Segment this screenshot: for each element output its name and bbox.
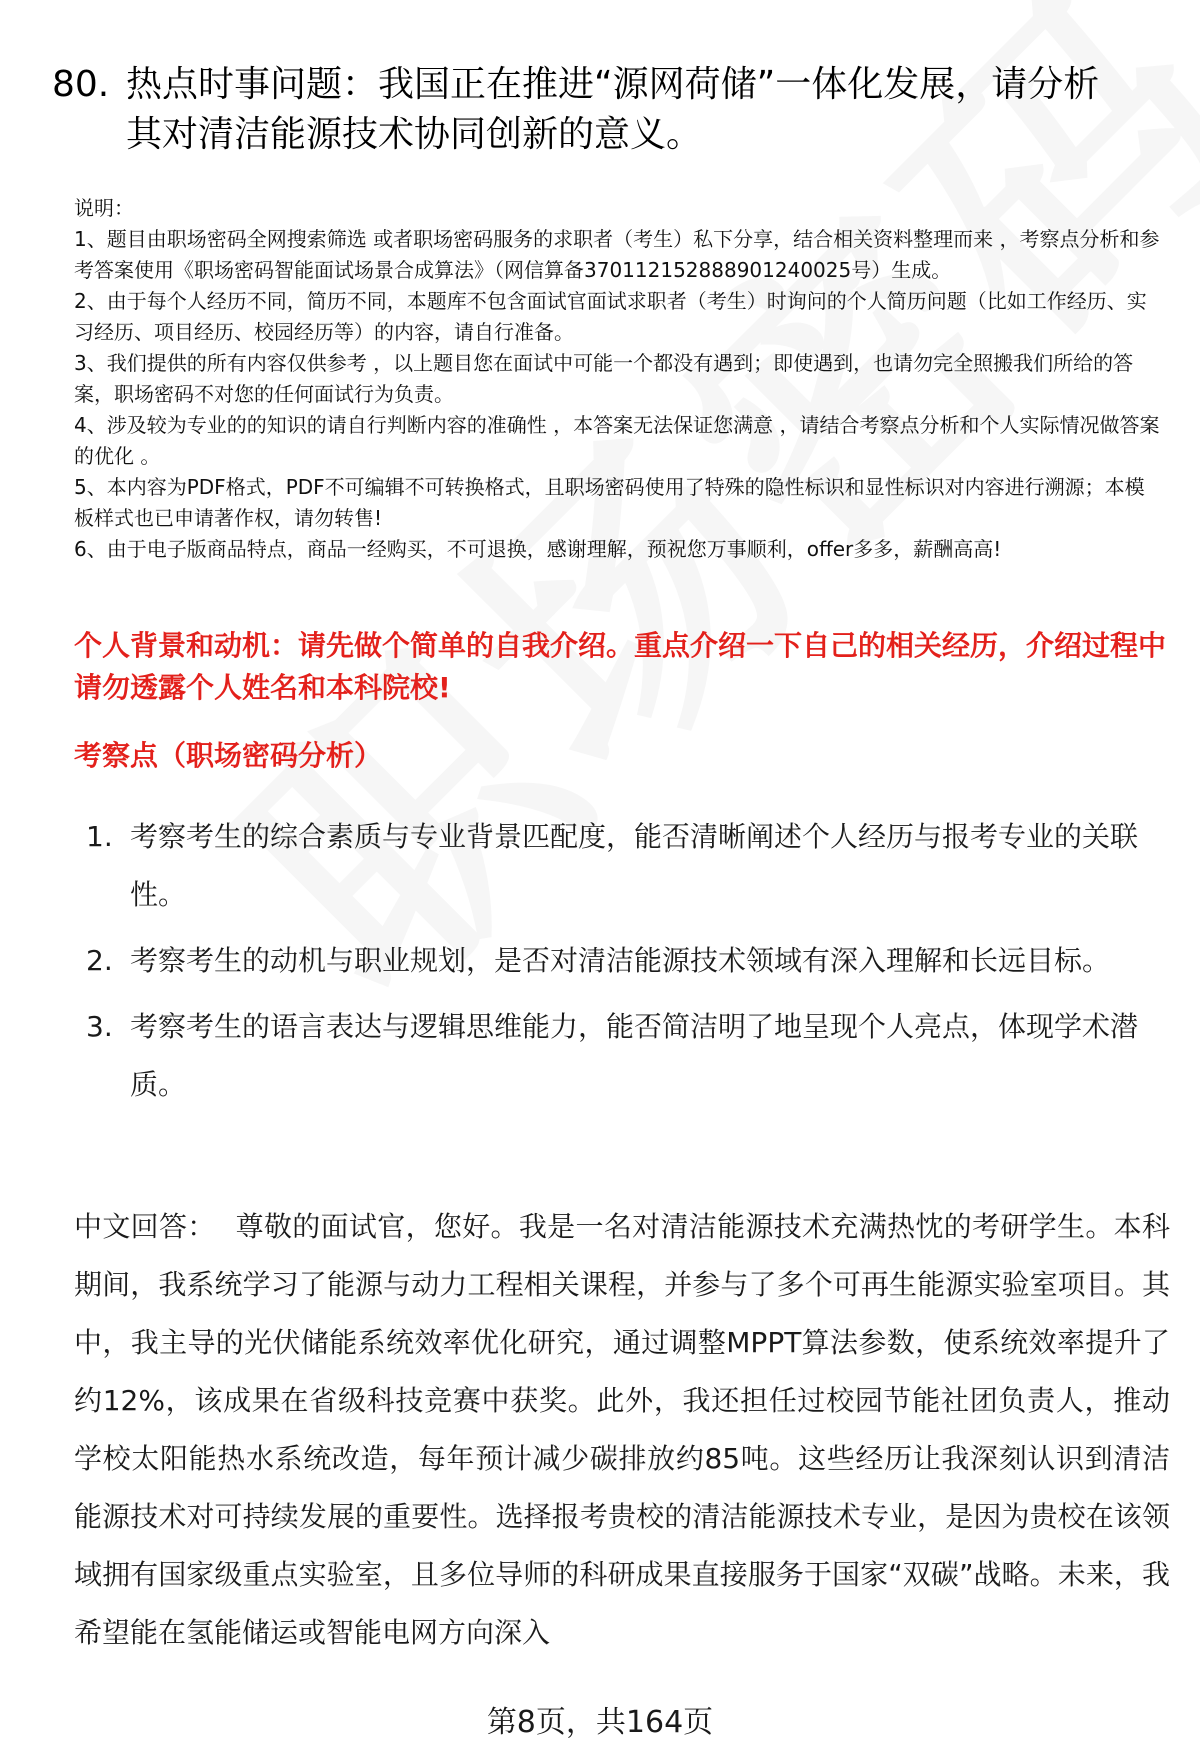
point-text: 考察考生的综合素质与专业背景匹配度，能否清晰阐述个人经历与报考专业的关联性。	[130, 820, 1139, 911]
note-item: 2、由于每个人经历不同，简历不同，本题库不包含面试官面试求职者（考生）时询问的个人简历问题（比如工作经历、实习经历、项目经历、校园经历等）的内容，请自行准备。	[74, 289, 1147, 344]
page-number: 第8页，共164页	[486, 1705, 714, 1740]
point-text: 考察考生的语言表达与逻辑思维能力，能否简洁明了地呈现个人亮点，体现学术潜质。	[130, 1010, 1139, 1101]
note-item: 6、由于电子版商品特点，商品一经购买，不可退换，感谢理解，预祝您万事顺利，offer多多，薪酬高高!	[74, 537, 1002, 561]
note-item: 5、本内容为PDF格式，PDF不可编辑不可转换格式，且职场密码使用了特殊的隐性标识和显性标识对内容进行溯源；本模板样式也已申请著作权，请勿转售!	[74, 475, 1145, 530]
notes-heading: 说明：	[74, 196, 134, 220]
intro-question: 个人背景和动机：请先做个简单的自我介绍。重点介绍一下自己的相关经历，介绍过程中请勿透露个人姓名和本科院校!	[74, 629, 1167, 704]
question-line-1	[52, 60, 1162, 110]
note-item: 4、涉及较为专业的的知识的请自行判断内容的准确性 ，本答案无法保证您满意 ，请结合考察点分析和个人实际情况做答案的优化 。	[74, 413, 1160, 468]
question-number: 80.	[52, 64, 110, 105]
point-number: 3.	[86, 1010, 113, 1043]
note-item: 1、题目由职场密码全网搜索筛选 或者职场密码服务的求职者（考生）私下分享，结合相关资料整理而来 ，考察点分析和参考答案使用《职场密码智能面试场景合成算法》（网信算备370112152888901240025号）生成。	[74, 227, 1160, 282]
analysis-point	[74, 932, 1164, 990]
point-number: 1.	[86, 820, 113, 853]
notes-section	[74, 193, 1164, 565]
analysis-points	[74, 808, 1164, 1122]
analysis-point	[74, 808, 1164, 924]
question-title	[52, 60, 1162, 160]
point-text: 考察考生的动机与职业规划，是否对清洁能源技术领域有深入理解和长远目标。	[130, 944, 1111, 977]
question-line-2: 其对清洁能源技术协同创新的意义。	[126, 114, 703, 155]
answer-section	[74, 1198, 1170, 1662]
question-text-1: 热点时事问题：我国正在推进“源网荷储”一体化发展，请分析	[126, 64, 1100, 105]
analysis-point	[74, 998, 1164, 1114]
analysis-heading: 考察点（职场密码分析）	[74, 739, 383, 772]
point-number: 2.	[86, 944, 113, 977]
answer-text: 尊敬的面试官，您好。我是一名对清洁能源技术充满热忱的考研学生。本科期间，我系统学习了能源与动力工程相关课程，并参与了多个可再生能源实验室项目。其中，我主导的光伏储能系统效率优化研究，通过调整MPPT算法参数，使系统效率提升了约12%，该成果在省级科技竞赛中获奖。此外，我还担任过校园节能社团负责人，推动学校太阳能热水系统改造，每年预计减少碳排放约85吨。这些经历让我深刻认识到清洁能源技术对可持续发展的重要性。选择报考贵校的清洁能源技术专业，是因为贵校在该领域拥有国家级重点实验室，且多位导师的科研成果直接服务于国家“双碳”战略。未来，我希望能在氢能储运或智能电网方向深入	[74, 1210, 1170, 1649]
answer-label: 中文回答：	[74, 1210, 216, 1243]
note-item: 3、我们提供的所有内容仅供参考 ，以上题目您在面试中可能一个都没有遇到；即使遇到，也请勿完全照搬我们所给的答案，职场密码不对您的任何面试行为负责。	[74, 351, 1134, 406]
